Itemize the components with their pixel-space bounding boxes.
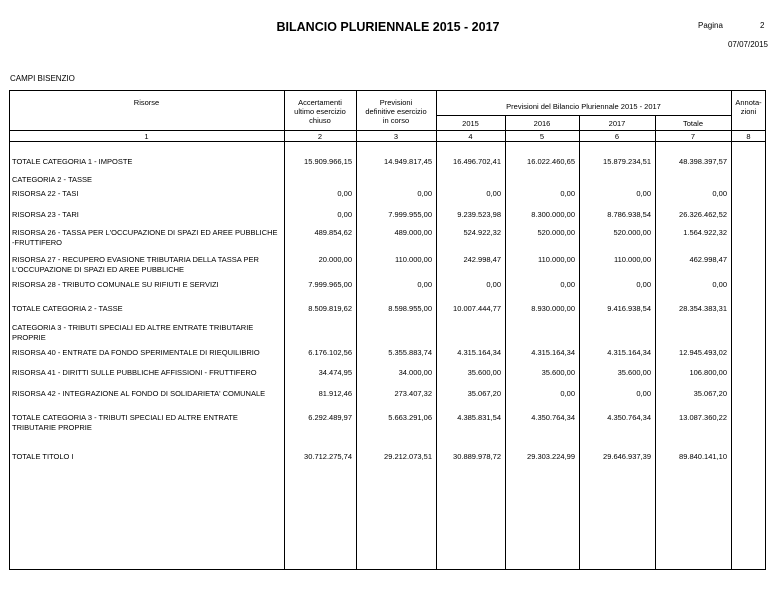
row-value: 35.067,20 xyxy=(693,389,727,398)
header-accertamenti: Accertamenti ultimo esercizio chiuso xyxy=(294,98,346,125)
header-year-2016: 2016 xyxy=(533,119,551,128)
row-value: 0,00 xyxy=(636,280,651,289)
row-label: TOTALE CATEGORIA 2 - TASSE xyxy=(12,304,123,313)
row-label: RISORSA 40 - ENTRATE DA FONDO SPERIMENTALE DI RIEQUILIBRIO xyxy=(12,348,260,357)
row-label: RISORSA 27 - RECUPERO EVASIONE TRIBUTARIA DELLA TASSA PER L'OCCUPAZIONE DI SPAZI ED AREE PUBBLICHE xyxy=(12,255,259,274)
header-divider xyxy=(436,115,731,116)
header-risorse: Risorse xyxy=(133,98,160,107)
column-number: 4 xyxy=(468,132,473,141)
row-value: 0,00 xyxy=(636,189,651,198)
column-number: 3 xyxy=(393,132,399,141)
row-value: 0,00 xyxy=(560,189,575,198)
row-value: 106.800,00 xyxy=(689,368,727,377)
row-value: 35.067,20 xyxy=(467,389,501,398)
row-value: 0,00 xyxy=(486,280,501,289)
row-value: 48.398.397,57 xyxy=(679,157,727,166)
row-value: 81.912,46 xyxy=(318,389,352,398)
row-label: CATEGORIA 3 - TRIBUTI SPECIALI ED ALTRE ENTRATE TRIBUTARIE PROPRIE xyxy=(12,323,254,342)
row-label: CATEGORIA 2 - TASSE xyxy=(12,175,93,184)
row-value: 7.999.965,00 xyxy=(308,280,352,289)
row-value: 0,00 xyxy=(560,389,575,398)
header-previsioni-bilancio: Previsioni del Bilancio Pluriennale 2015 - 2017 xyxy=(506,102,661,111)
row-value: 12.945.493,02 xyxy=(679,348,727,357)
row-value: 5.663.291,06 xyxy=(388,413,432,422)
header-divider xyxy=(9,141,766,142)
row-value: 9.239.523,98 xyxy=(457,210,501,219)
row-value: 8.930.000,00 xyxy=(531,304,575,313)
row-value: 13.087.360,22 xyxy=(679,413,727,422)
row-value: 10.007.444,77 xyxy=(453,304,501,313)
row-value: 110.000,00 xyxy=(538,255,575,264)
header-annotazioni: Annota- zioni xyxy=(735,98,762,116)
row-label: RISORSA 28 - TRIBUTO COMUNALE SU RIFIUTI E SERVIZI xyxy=(12,280,219,289)
row-value: 1.564.922,32 xyxy=(683,228,727,237)
column-number: 6 xyxy=(614,132,620,141)
row-value: 524.922,32 xyxy=(463,228,501,237)
row-value: 4.315.164,34 xyxy=(457,348,501,357)
row-value: 273.407,32 xyxy=(394,389,432,398)
row-value: 8.598.955,00 xyxy=(388,304,432,313)
row-value: 0,00 xyxy=(560,280,575,289)
report-title: BILANCIO PLURIENNALE 2015 - 2017 xyxy=(276,20,500,34)
row-value: 110.000,00 xyxy=(395,255,432,264)
row-value: 489.854,62 xyxy=(314,228,352,237)
row-value: 16.496.702,41 xyxy=(453,157,501,166)
row-label: TOTALE CATEGORIA 1 - IMPOSTE xyxy=(12,157,133,166)
row-value: 29.212.073,51 xyxy=(384,452,432,461)
row-label: TOTALE CATEGORIA 3 - TRIBUTI SPECIALI ED ALTRE ENTRATE TRIBUTARIE PROPRIE xyxy=(12,413,238,432)
row-value: 14.949.817,45 xyxy=(384,157,432,166)
row-value: 34.000,00 xyxy=(398,368,432,377)
row-value: 520.000,00 xyxy=(537,228,575,237)
column-number: 7 xyxy=(690,132,696,141)
row-label: TOTALE TITOLO I xyxy=(12,452,74,461)
row-value: 242.998,47 xyxy=(463,255,501,264)
row-value: 4.385.831,54 xyxy=(457,413,501,422)
row-label: RISORSA 42 - INTEGRAZIONE AL FONDO DI SOLIDARIETA' COMUNALE xyxy=(12,389,266,398)
page-number: 2 xyxy=(760,21,765,30)
column-number: 2 xyxy=(317,132,323,141)
row-value: 5.355.883,74 xyxy=(388,348,432,357)
column-number: 8 xyxy=(746,132,751,141)
column-number: 1 xyxy=(144,132,149,141)
row-label: RISORSA 41 - DIRITTI SULLE PUBBLICHE AFFISSIONI - FRUTTIFERO xyxy=(12,368,257,377)
row-label: RISORSA 26 - TASSA PER L'OCCUPAZIONE DI SPAZI ED AREE PUBBLICHE -FRUTTIFERO xyxy=(12,228,278,247)
header-year-2017: 2017 xyxy=(608,119,626,128)
row-value: 0,00 xyxy=(417,189,432,198)
row-value: 4.350.764,34 xyxy=(531,413,575,422)
row-value: 35.600,00 xyxy=(541,368,575,377)
header-totale: Totale xyxy=(682,119,703,128)
row-value: 4.315.164,34 xyxy=(607,348,651,357)
row-value: 26.326.462,52 xyxy=(679,210,727,219)
row-value: 0,00 xyxy=(712,189,727,198)
row-value: 0,00 xyxy=(712,280,727,289)
row-value: 29.303.224,99 xyxy=(527,452,575,461)
row-value: 462.998,47 xyxy=(689,255,727,264)
row-value: 4.315.164,34 xyxy=(531,348,575,357)
row-value: 8.509.819,62 xyxy=(308,304,352,313)
column-divider xyxy=(731,90,732,570)
row-value: 30.889.978,72 xyxy=(453,452,501,461)
row-value: 15.909.966,15 xyxy=(304,157,352,166)
row-value: 34.474,95 xyxy=(318,368,352,377)
row-value: 110.000,00 xyxy=(614,255,651,264)
row-value: 6.292.489,97 xyxy=(308,413,352,422)
row-value: 16.022.460,65 xyxy=(527,157,575,166)
row-value: 15.879.234,51 xyxy=(603,157,651,166)
row-value: 28.354.383,31 xyxy=(679,304,727,313)
row-value: 0,00 xyxy=(486,189,501,198)
row-value: 35.600,00 xyxy=(617,368,651,377)
row-label: RISORSA 23 - TARI xyxy=(12,210,79,219)
row-value: 4.350.764,34 xyxy=(607,413,651,422)
row-value: 30.712.275,74 xyxy=(304,452,352,461)
row-value: 0,00 xyxy=(417,280,432,289)
row-value: 520.000,00 xyxy=(613,228,651,237)
row-label: RISORSA 22 - TASI xyxy=(12,189,79,198)
row-value: 7.999.955,00 xyxy=(388,210,432,219)
row-value: 35.600,00 xyxy=(467,368,501,377)
header-year-2015: 2015 xyxy=(462,119,479,128)
row-value: 29.646.937,39 xyxy=(603,452,651,461)
row-value: 0,00 xyxy=(337,189,352,198)
row-value: 20.000,00 xyxy=(318,255,352,264)
report-date: 07/07/2015 xyxy=(727,40,768,49)
column-number: 5 xyxy=(539,132,545,141)
row-value: 89.840.141,10 xyxy=(679,452,727,461)
row-value: 8.300.000,00 xyxy=(531,210,575,219)
row-value: 9.416.938,54 xyxy=(607,304,651,313)
row-value: 6.176.102,56 xyxy=(308,348,352,357)
row-value: 8.786.938,54 xyxy=(607,210,651,219)
ente-name: CAMPI BISENZIO xyxy=(10,74,75,83)
header-previsioni-definitive: Previsioni definitive esercizio in corso xyxy=(365,98,427,125)
header-divider xyxy=(9,130,766,131)
row-value: 0,00 xyxy=(636,389,651,398)
page-label: Pagina xyxy=(698,21,723,30)
row-value: 0,00 xyxy=(337,210,352,219)
row-value: 489.000,00 xyxy=(394,228,432,237)
